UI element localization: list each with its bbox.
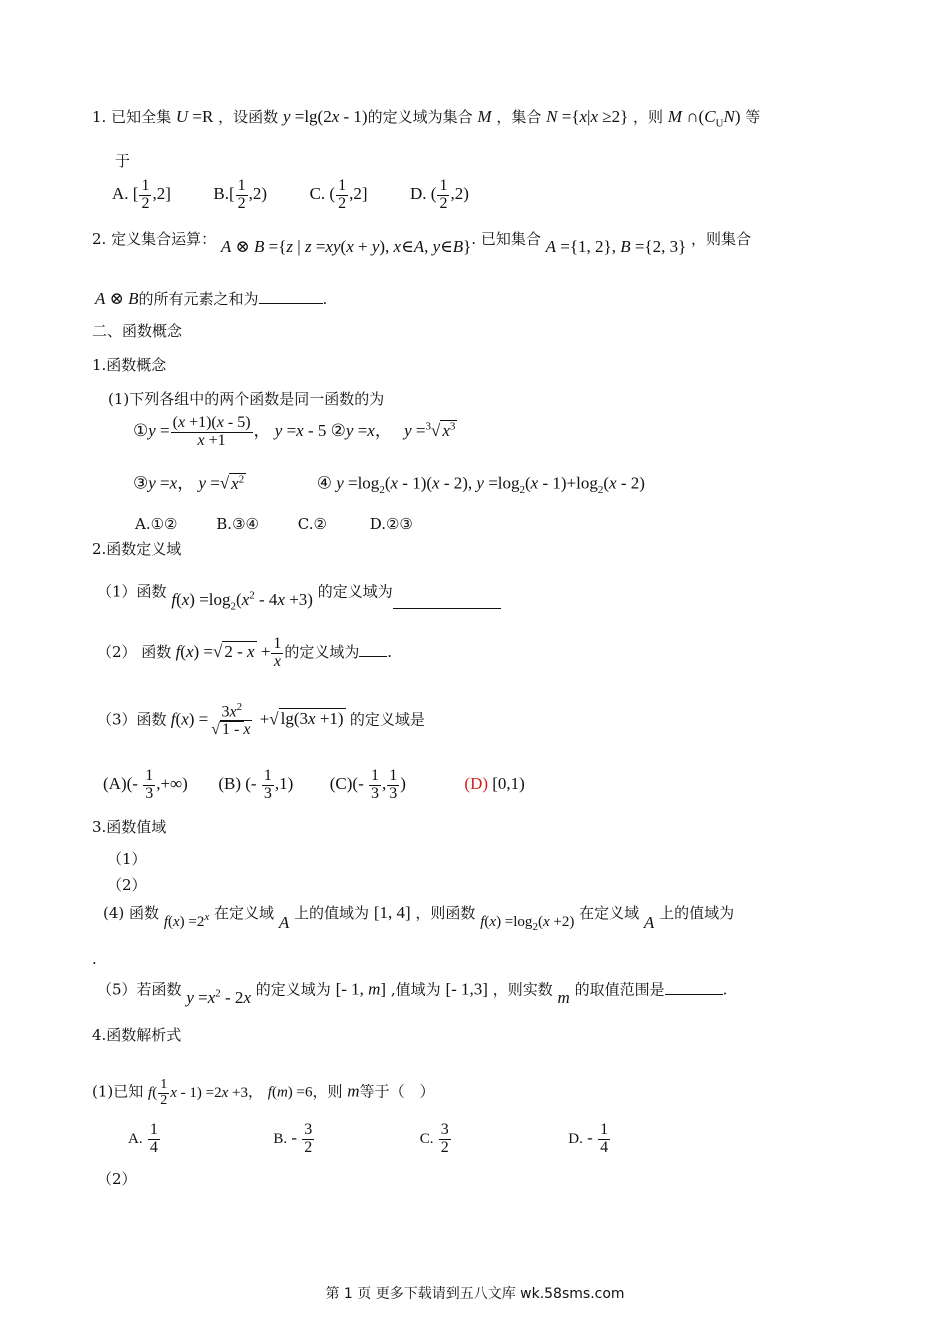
s3-q4-end: . <box>92 950 97 968</box>
q2-line: 2. 定义集合运算： A ⊗ B ={z | z =xy(x + y), x∈A, y∈B}. 已知集合 A ={1, 2}, B ={2, 3} ，则集合 <box>92 230 752 256</box>
s1-options: A.①② B.③④ C.② D.②③ <box>135 515 413 533</box>
s3-q4: (4) 函数 $f(x) =2^x$ 在定义域 A 上的值域为 [1, 4] ，则函数 $f(x) =\log_2(x +2)$ 在定义域 A 上的值域为 <box>103 903 735 933</box>
s3-q1: （1） <box>107 850 147 868</box>
s4-options: A. $\frac{1}{4}$ B. - $\frac{3}{2}$ C. $\frac{3}{2}$ D. - $\frac{1}{4}$ <box>128 1121 609 1156</box>
page-footer: 第 1 页 更多下载请到五八文库 wk.58sms.com <box>325 1286 625 1302</box>
s1-title: 1.函数概念 <box>92 356 167 374</box>
s4-title: 4.函数解析式 <box>92 1026 182 1044</box>
s2-title: 2.函数定义域 <box>92 540 182 558</box>
q2-line-cont: A ⊗ B的所有元素之和为 . <box>95 289 328 308</box>
s2-options: (A)(- $\frac{1}{3}$ ,+∞) (B) (- $\frac{1}{3}$ ,1) (C)(- $\frac{1}{3}$ , $\frac{1}{3}$ ) (D) [0,1) <box>103 767 525 802</box>
q1-options: A. [ $\frac{1}{2}$ ,2] B.[ $\frac{1}{2}$ ,2) C. ( $\frac{1}{2}$ ,2] D. ( $\frac{1}{2}$ ,2) <box>112 177 469 212</box>
s3-q5: （5）若函数 $y =x^2 - 2x$ 的定义域为 [- 1, m] ,值域为 [- 1,3] ，则实数 m 的取值范围是 . <box>97 979 728 1007</box>
s1-row1: ①y = $\frac{(x +1)(x - 5)}{x +1}$ ， y =x - 5 ②y =x， y =$^3$√ $x^3$ <box>133 414 456 449</box>
s3-title: 3.函数值域 <box>92 818 167 836</box>
section-heading: 二、函数概念 <box>92 322 183 340</box>
s2-q2: （2） 函数 f(x) =√ 2 - x + $\frac{1}{x}$ 的定义域为 . <box>97 635 392 670</box>
q1-line-cont: 于 <box>115 152 131 170</box>
s2-q3: （3）函数 f(x) = $\frac{3x^2}{√ 1 - x}$ +√ lg(3x +1) 的定义域是 <box>97 701 425 739</box>
s4-q2: （2） <box>97 1170 137 1188</box>
q1-line: 1. 已知全集 U =R ，设函数 y =lg(2x - 1)的定义域为集合 M ，集合 N ={x|x ≥2} ，则 M $\cap(C_UN)$ 等 <box>92 107 761 130</box>
s2-q1: （1）函数 $f(x) =\log_2(x^2 - 4x +3)$ 的定义域为 <box>97 580 501 605</box>
s3-q2: （2） <box>107 876 147 894</box>
s4-q1: (1)已知 f( $\frac{1}{2}$ x - 1) =2x +3， f(m) =6，则 m等于（ ） <box>92 1077 435 1108</box>
s1-row2: ③y =x， y =√ $x^2$ ④ $y =\log_2(x - 1)(x - 2)$, $y =\log_2(x - 1)+\log_2(x - 2)$ <box>133 473 645 497</box>
s1-question: (1)下列各组中的两个函数是同一函数的为 <box>108 390 385 408</box>
